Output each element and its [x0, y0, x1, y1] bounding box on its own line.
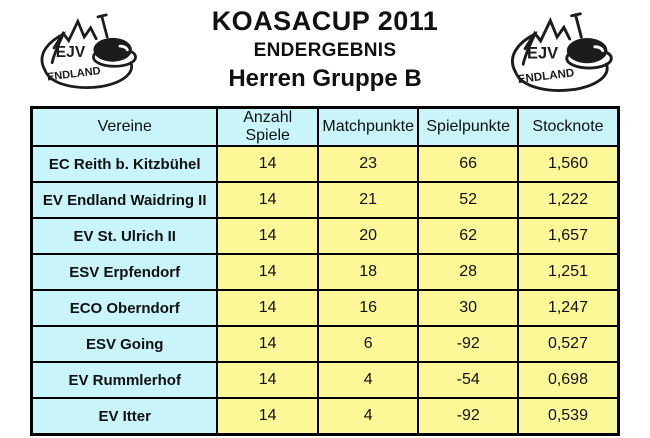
- table-row: [32, 218, 619, 254]
- games-cell: 14: [217, 146, 318, 182]
- games-cell: 14: [217, 398, 318, 435]
- club-name-cell: EV Itter: [32, 398, 218, 435]
- club-name-cell: EC Reith b. Kitzbühel: [32, 146, 218, 182]
- table-row: [32, 182, 619, 218]
- gamepoints-cell: 28: [418, 254, 518, 290]
- matchpoints-cell: 18: [318, 254, 419, 290]
- gamepoints-cell: 30: [418, 290, 518, 326]
- logo-club-abbr: EJV: [55, 44, 86, 62]
- title-block: [0, 6, 650, 92]
- club-name-cell: EV Rummlerhof: [32, 362, 218, 398]
- column-header-vereine: Vereine: [32, 108, 218, 147]
- games-cell: 14: [217, 218, 318, 254]
- matchpoints-cell: 16: [318, 290, 419, 326]
- gamepoints-cell: 52: [418, 182, 518, 218]
- stocknote-cell: 1,560: [518, 146, 619, 182]
- stocknote-cell: 0,698: [518, 362, 619, 398]
- games-cell: 14: [217, 254, 318, 290]
- matchpoints-cell: 4: [318, 362, 419, 398]
- stocknote-cell: 1,251: [518, 254, 619, 290]
- table-row: [32, 254, 619, 290]
- matchpoints-cell: 21: [318, 182, 419, 218]
- club-name-cell: EV St. Ulrich II: [32, 218, 218, 254]
- logo-club-name: ENDLAND: [46, 65, 102, 84]
- logo-club-name: ENDLAND: [517, 66, 575, 87]
- page-subtitle: ENDERGEBNIS: [253, 40, 397, 62]
- table-row: [32, 326, 619, 362]
- matchpoints-cell: 20: [318, 218, 419, 254]
- gamepoints-cell: 66: [418, 146, 518, 182]
- column-header-spielpunkte: Spielpunkte: [418, 108, 518, 147]
- stocknote-cell: 1,222: [518, 182, 619, 218]
- table-row: [32, 398, 619, 435]
- games-cell: 14: [217, 326, 318, 362]
- club-name-cell: ESV Going: [32, 326, 218, 362]
- club-name-cell: EV Endland Waidring II: [32, 182, 218, 218]
- stocknote-cell: 0,527: [518, 326, 619, 362]
- games-cell: 14: [217, 290, 318, 326]
- table-row: [32, 146, 619, 182]
- column-header-stocknote: Stocknote: [518, 108, 619, 147]
- group-title: Herren Gruppe B: [228, 64, 422, 92]
- matchpoints-cell: 6: [318, 326, 419, 362]
- stocknote-cell: 1,247: [518, 290, 619, 326]
- matchpoints-cell: 4: [318, 398, 419, 435]
- logo-club-abbr: EJV: [527, 44, 559, 63]
- gamepoints-cell: -92: [418, 398, 518, 435]
- games-cell: 14: [217, 182, 318, 218]
- table-header-row: [32, 108, 619, 147]
- column-header-spiele: Anzahl Spiele: [217, 108, 318, 147]
- gamepoints-cell: -92: [418, 326, 518, 362]
- gamepoints-cell: -54: [418, 362, 518, 398]
- gamepoints-cell: 62: [418, 218, 518, 254]
- results-body: [32, 146, 619, 435]
- stocknote-cell: 1,657: [518, 218, 619, 254]
- games-cell: 14: [217, 362, 318, 398]
- stocknote-cell: 0,539: [518, 398, 619, 435]
- results-table: [30, 106, 620, 436]
- page-title: KOASACUP 2011: [211, 6, 439, 36]
- table-row: [32, 290, 619, 326]
- column-header-matchpunkte: Matchpunkte: [318, 108, 419, 147]
- club-name-cell: ECO Oberndorf: [32, 290, 218, 326]
- table-row: [32, 362, 619, 398]
- club-name-cell: ESV Erpfendorf: [32, 254, 218, 290]
- matchpoints-cell: 23: [318, 146, 419, 182]
